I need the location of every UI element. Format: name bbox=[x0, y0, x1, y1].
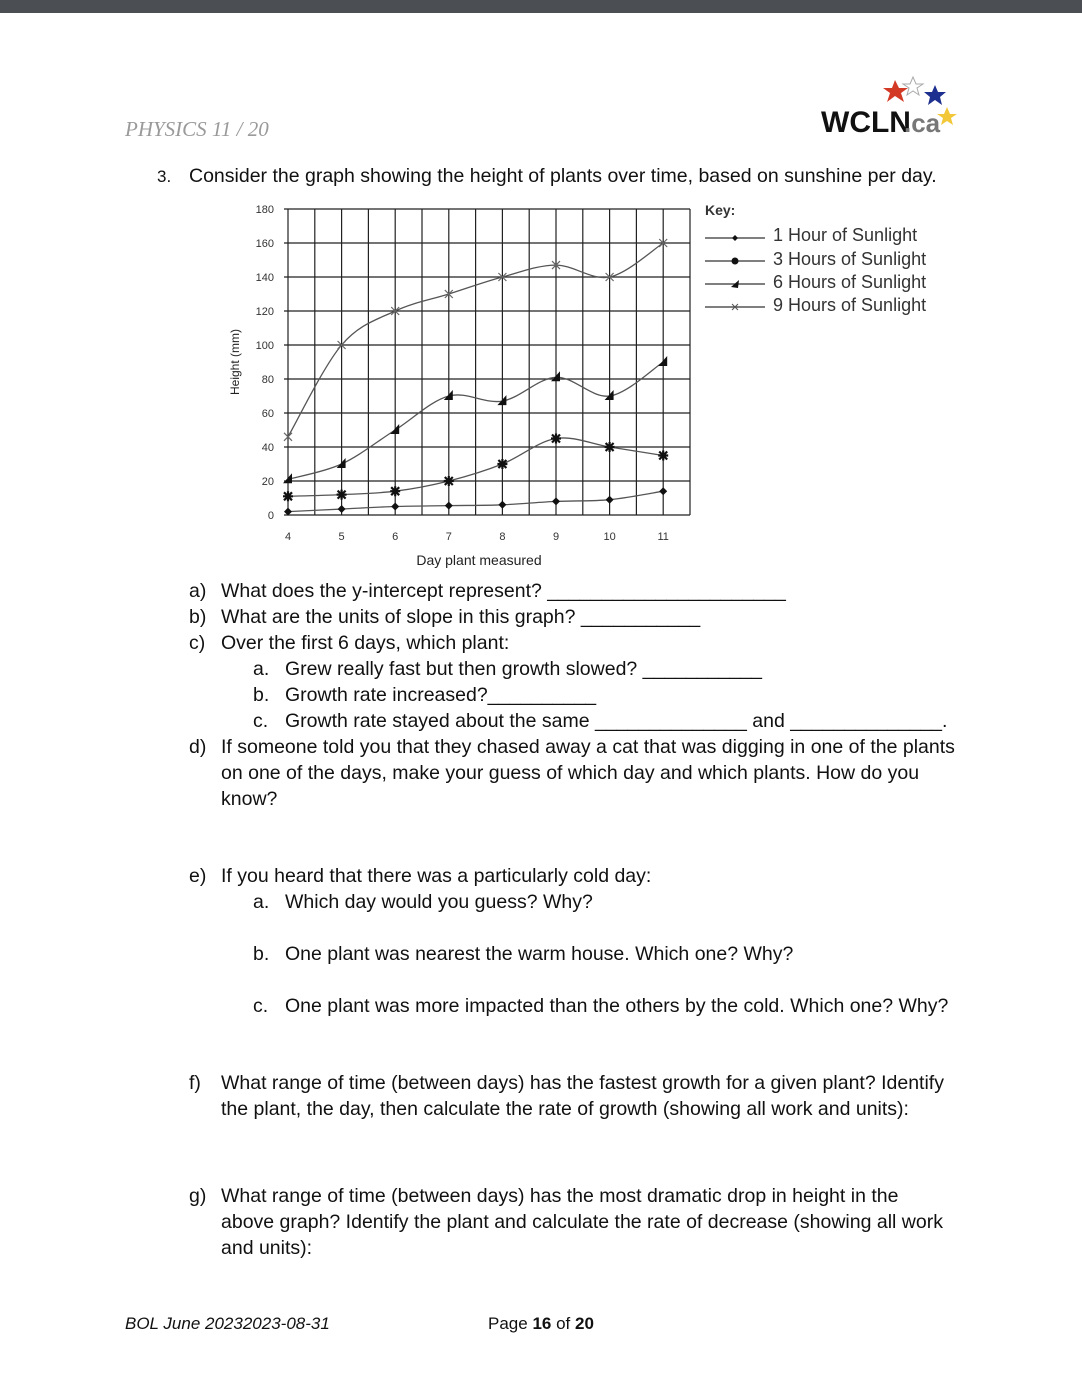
course-header: PHYSICS 11 / 20 bbox=[125, 117, 269, 141]
item-cc-text: Growth rate stayed about the same ______________ and ______________. bbox=[285, 710, 948, 732]
item-d-line1: If someone told you that they chased away a cat that was digging in one of the plants bbox=[221, 736, 955, 758]
page-of: of bbox=[551, 1314, 575, 1333]
data-point-star bbox=[497, 459, 507, 469]
x-tick-label: 5 bbox=[338, 531, 345, 543]
data-point-star bbox=[605, 442, 615, 452]
item-b-text: What are the units of slope in this graph? ___________ bbox=[221, 606, 701, 628]
y-tick-label: 0 bbox=[267, 510, 274, 522]
item-cc-label: c. bbox=[253, 710, 269, 732]
x-tick-label: 6 bbox=[392, 531, 399, 543]
x-tick-label: 8 bbox=[499, 531, 506, 543]
item-ec-label: c. bbox=[253, 995, 269, 1017]
x-tick-label: 9 bbox=[552, 531, 560, 543]
legend-star-icon bbox=[732, 258, 739, 265]
current-page: 16 bbox=[532, 1314, 552, 1333]
window-top-bar bbox=[0, 0, 1082, 13]
y-tick-label: 140 bbox=[255, 272, 274, 284]
item-e-label: e) bbox=[189, 865, 207, 887]
data-point-diamond bbox=[284, 508, 292, 516]
data-point-star bbox=[551, 434, 561, 444]
wcln-logo bbox=[815, 75, 965, 140]
item-a-label: a) bbox=[189, 580, 207, 602]
page-number bbox=[488, 1314, 594, 1334]
data-point-diamond bbox=[445, 502, 453, 510]
y-tick-label: 20 bbox=[261, 476, 274, 488]
y-axis-label: Height (mm) bbox=[228, 328, 242, 396]
item-ec-text: One plant was more impacted than the others by the cold. Which one? Why? bbox=[285, 995, 949, 1017]
page-prefix: Page bbox=[488, 1314, 533, 1333]
svg-text:WCLN: WCLN bbox=[821, 106, 911, 139]
item-eb-label: b. bbox=[253, 943, 270, 965]
item-d-label: d) bbox=[189, 736, 207, 758]
legend-title: Key: bbox=[705, 202, 736, 218]
item-e-text: If you heard that there was a particularly cold day: bbox=[221, 865, 652, 887]
data-point-diamond bbox=[659, 487, 667, 495]
data-point-diamond bbox=[338, 505, 346, 513]
item-g-line2: above graph? Identify the plant and calculate the rate of decrease (showing all work bbox=[221, 1211, 943, 1233]
data-point-diamond bbox=[552, 497, 560, 505]
legend-label-3h: 3 Hours of Sunlight bbox=[773, 249, 927, 269]
x-tick-label: 11 bbox=[657, 531, 669, 543]
item-f-line2: the plant, the day, then calculate the rate of growth (showing all work and units): bbox=[221, 1098, 909, 1120]
item-eb-text: One plant was nearest the warm house. Which one? Why? bbox=[285, 943, 794, 965]
item-a-text: What does the y-intercept represent? ______________________ bbox=[221, 580, 786, 602]
item-ca-text: Grew really fast but then growth slowed? ___________ bbox=[285, 658, 762, 680]
item-ea-label: a. bbox=[253, 891, 270, 913]
footer-left: BOL June 20232023-08-31 bbox=[125, 1314, 330, 1333]
y-tick-label: 180 bbox=[255, 204, 274, 216]
item-g-line1: What range of time (between days) has the most dramatic drop in height in the bbox=[221, 1185, 899, 1207]
question-number: 3. bbox=[157, 167, 172, 186]
item-d-line3: know? bbox=[221, 788, 278, 810]
item-f-line1: What range of time (between days) has the fastest growth for a given plant? Identify bbox=[221, 1072, 944, 1094]
data-point-star bbox=[658, 451, 668, 461]
legend-markers bbox=[705, 225, 770, 320]
item-cb-text: Growth rate increased?__________ bbox=[285, 684, 597, 706]
question-text: Consider the graph showing the height of plants over time, based on sunshine per day. bbox=[189, 165, 937, 187]
item-g-line3: and units): bbox=[221, 1237, 313, 1259]
x-tick-label: 4 bbox=[284, 531, 292, 543]
data-point-star bbox=[444, 476, 454, 486]
item-ca-label: a. bbox=[253, 658, 270, 680]
data-point-diamond bbox=[606, 496, 614, 504]
y-tick-label: 60 bbox=[261, 408, 274, 420]
data-point-star bbox=[283, 491, 293, 501]
plant-height-chart bbox=[220, 195, 700, 575]
x-axis-label: Day plant measured bbox=[416, 552, 542, 568]
y-tick-label: 100 bbox=[255, 340, 274, 352]
item-b-label: b) bbox=[189, 606, 207, 628]
data-point-diamond bbox=[391, 503, 399, 511]
data-point-diamond bbox=[498, 501, 506, 509]
y-tick-label: 120 bbox=[255, 306, 274, 318]
item-ea-text: Which day would you guess? Why? bbox=[285, 891, 593, 913]
legend-label-1h: 1 Hour of Sunlight bbox=[773, 225, 918, 245]
x-tick-label: 10 bbox=[603, 531, 616, 543]
data-point-star bbox=[337, 490, 347, 500]
item-c-text: Over the first 6 days, which plant: bbox=[221, 632, 510, 654]
y-tick-label: 160 bbox=[255, 238, 274, 250]
data-point-star bbox=[390, 486, 400, 496]
legend-label-6h: 6 Hours of Sunlight bbox=[773, 272, 927, 292]
y-tick-label: 80 bbox=[261, 374, 274, 386]
x-tick-label: 7 bbox=[445, 531, 452, 543]
item-g-label: g) bbox=[189, 1185, 207, 1207]
y-tick-label: 40 bbox=[261, 442, 274, 454]
item-f-label: f) bbox=[189, 1072, 201, 1094]
legend-diamond-icon bbox=[732, 235, 738, 241]
item-c-label: c) bbox=[189, 632, 206, 654]
item-d-line2: on one of the days, make your guess of which day and which plants. How do you bbox=[221, 762, 920, 784]
svg-text:.ca: .ca bbox=[904, 108, 941, 138]
legend-label-9h: 9 Hours of Sunlight bbox=[773, 295, 927, 315]
total-pages: 20 bbox=[574, 1314, 594, 1333]
item-cb-label: b. bbox=[253, 684, 270, 706]
